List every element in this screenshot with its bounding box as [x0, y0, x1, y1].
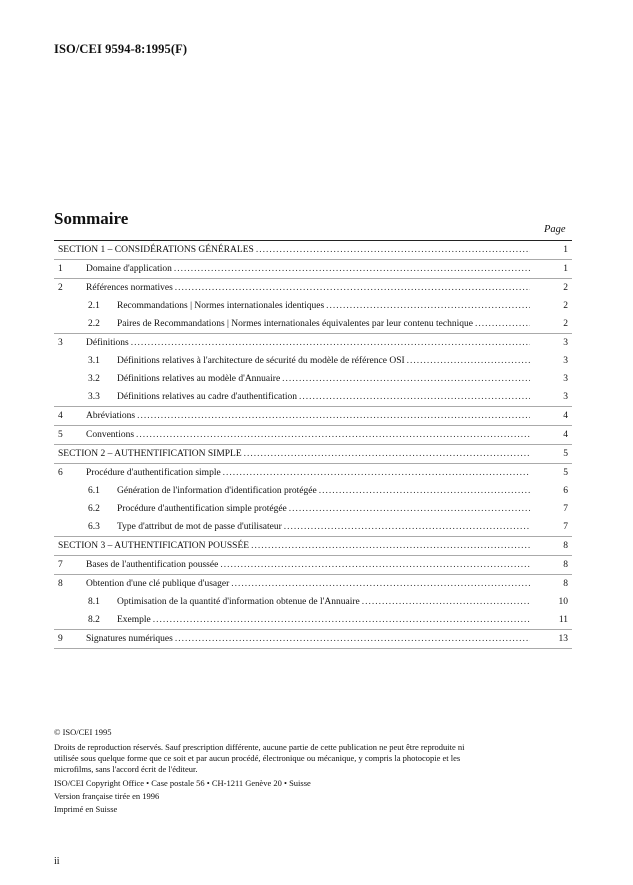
toc-entry-title: Définitions — [86, 338, 129, 348]
dot-leader — [282, 370, 530, 388]
toc-entry-number: 8 — [58, 579, 63, 589]
toc-entry-page: 5 — [563, 468, 568, 478]
toc-entry-page: 13 — [558, 634, 568, 644]
toc-entry-title: SECTION 3 – AUTHENTIFICATION POUSSÉE — [58, 541, 250, 551]
toc-entry-number: 7 — [58, 560, 63, 570]
dot-leader — [223, 464, 530, 482]
dot-leader — [174, 260, 530, 278]
toc-entry — [54, 445, 572, 464]
toc-entry-title: Procédure d'authentification simple — [86, 468, 221, 478]
dot-leader — [131, 334, 530, 352]
toc-entry-number: 2.2 — [88, 319, 100, 329]
toc-entry-page: 7 — [563, 504, 568, 514]
toc-entry-page: 7 — [563, 522, 568, 532]
toc-entry-number: 4 — [58, 411, 63, 421]
toc-entry-page: 10 — [558, 597, 568, 607]
toc-entry-number: 3.1 — [88, 356, 100, 366]
toc-entry — [54, 334, 572, 352]
toc-entry-title: Type d'attribut de mot de passe d'utilisateur — [117, 522, 282, 532]
toc-entry-number: 8.2 — [88, 615, 100, 625]
dot-leader — [251, 537, 530, 555]
dot-leader — [475, 315, 530, 333]
toc-entry-page: 11 — [558, 615, 568, 625]
toc-entry-title: Procédure d'authentification simple protégée — [117, 504, 287, 514]
toc-entry-page: 8 — [563, 560, 568, 570]
toc-entry-title: Références normatives — [86, 283, 173, 293]
toc-entry-number: 1 — [58, 264, 63, 274]
rights-statement: Droits de reproduction réservés. Sauf prescription différente, aucune partie de cette publication ne peut être reproduite ni utilisée sous quelque forme que ce soit et par aucun procédé, électronique ou mécanique, y compris la photocopie et les microfilms, sans l'accord écrit de l'éditeur. — [54, 742, 465, 774]
toc-entry-number: 5 — [58, 430, 63, 440]
version-note: Version française tirée en 1996 — [54, 791, 160, 801]
toc-entry-page: 6 — [563, 486, 568, 496]
dot-leader — [362, 593, 530, 611]
toc-entry-title: Paires de Recommandations | Normes internationales équivalentes par leur contenu technique — [117, 319, 473, 329]
dot-leader — [175, 630, 530, 648]
toc-entry — [54, 537, 572, 556]
toc-entry-page: 1 — [563, 264, 568, 274]
toc-entry-title: Définitions relatives à l'architecture de sécurité du modèle de référence OSI — [117, 356, 405, 366]
toc-entry — [54, 426, 572, 445]
dot-leader — [244, 445, 530, 463]
toc-entry — [54, 611, 572, 630]
toc-entry — [54, 593, 572, 611]
copyright-line: © ISO/CEI 1995 — [54, 727, 112, 737]
toc-entry-page: 2 — [563, 283, 568, 293]
toc-entry-number: 9 — [58, 634, 63, 644]
toc-entry-title: Exemple — [117, 615, 151, 625]
toc-entry-page: 3 — [563, 374, 568, 384]
toc-entry-title: Abréviations — [86, 411, 136, 421]
toc-entry-page: 2 — [563, 301, 568, 311]
dot-leader — [256, 241, 530, 259]
toc-entry — [54, 407, 572, 426]
office-address: ISO/CEI Copyright Office • Case postale 56 • CH-1211 Genève 20 • Suisse — [54, 778, 311, 788]
dot-leader — [231, 575, 530, 593]
dot-leader — [175, 279, 530, 297]
document-id: ISO/CEI 9594-8:1995(F) — [54, 42, 188, 56]
table-of-contents — [54, 240, 572, 649]
toc-entry — [54, 500, 572, 518]
toc-entry — [54, 388, 572, 407]
dot-leader — [284, 518, 530, 536]
toc-entry — [54, 630, 572, 649]
toc-entry-number: 6 — [58, 468, 63, 478]
page-column-label: Page — [544, 224, 566, 235]
toc-entry-page: 2 — [563, 319, 568, 329]
toc-entry — [54, 241, 572, 260]
dot-leader — [220, 556, 530, 574]
toc-entry — [54, 352, 572, 370]
dot-leader — [289, 500, 530, 518]
toc-entry-title: SECTION 2 – AUTHENTIFICATION SIMPLE — [58, 449, 242, 459]
toc-entry-number: 3.2 — [88, 374, 100, 384]
toc-entry — [54, 482, 572, 500]
toc-entry-number: 2.1 — [88, 301, 100, 311]
toc-entry-number: 6.3 — [88, 522, 100, 532]
dot-leader — [407, 352, 530, 370]
dot-leader — [136, 426, 530, 444]
toc-entry-page: 3 — [563, 356, 568, 366]
toc-entry-title: Domaine d'application — [86, 264, 172, 274]
dot-leader — [326, 297, 530, 315]
toc-entry — [54, 370, 572, 388]
toc-entry-page: 8 — [563, 541, 568, 551]
toc-entry — [54, 279, 572, 297]
toc-entry-title: Définitions relatives au modèle d'Annuaire — [117, 374, 281, 384]
toc-entry-title: Conventions — [86, 430, 135, 440]
toc-entry-page: 3 — [563, 338, 568, 348]
toc-entry-title: Bases de l'authentification poussée — [86, 560, 219, 570]
toc-entry-title: Définitions relatives au cadre d'authentification — [117, 392, 298, 402]
toc-entry-page: 1 — [563, 245, 568, 255]
toc-entry-title: Obtention d'une clé publique d'usager — [86, 579, 230, 589]
toc-entry-title: SECTION 1 – CONSIDÉRATIONS GÉNÉRALES — [58, 245, 254, 255]
toc-entry-page: 4 — [563, 430, 568, 440]
toc-entry-title: Génération de l'information d'identification protégée — [117, 486, 317, 496]
dot-leader — [319, 482, 530, 500]
dot-leader — [299, 388, 530, 406]
toc-entry-number: 8.1 — [88, 597, 100, 607]
dot-leader — [153, 611, 530, 629]
dot-leader — [137, 407, 530, 425]
toc-entry-number: 3 — [58, 338, 63, 348]
toc-entry-page: 3 — [563, 392, 568, 402]
toc-entry — [54, 518, 572, 537]
toc-entry — [54, 260, 572, 279]
toc-entry — [54, 556, 572, 575]
copyright-notice — [54, 727, 474, 817]
toc-entry-page: 8 — [563, 579, 568, 589]
toc-entry-number: 3.3 — [88, 392, 100, 402]
toc-entry-number: 6.2 — [88, 504, 100, 514]
toc-entry-page: 5 — [563, 449, 568, 459]
toc-entry-title: Recommandations | Normes internationales identiques — [117, 301, 325, 311]
page-number: ii — [54, 856, 60, 867]
toc-entry — [54, 315, 572, 334]
toc-entry-page: 4 — [563, 411, 568, 421]
toc-entry — [54, 464, 572, 482]
toc-entry-number: 2 — [58, 283, 63, 293]
printed-in: Imprimé en Suisse — [54, 804, 118, 814]
toc-entry-number: 6.1 — [88, 486, 100, 496]
page-title: Sommaire — [54, 209, 129, 228]
toc-entry — [54, 575, 572, 593]
toc-entry-title: Optimisation de la quantité d'information obtenue de l'Annuaire — [117, 597, 360, 607]
toc-entry — [54, 297, 572, 315]
toc-entry-title: Signatures numériques — [86, 634, 173, 644]
